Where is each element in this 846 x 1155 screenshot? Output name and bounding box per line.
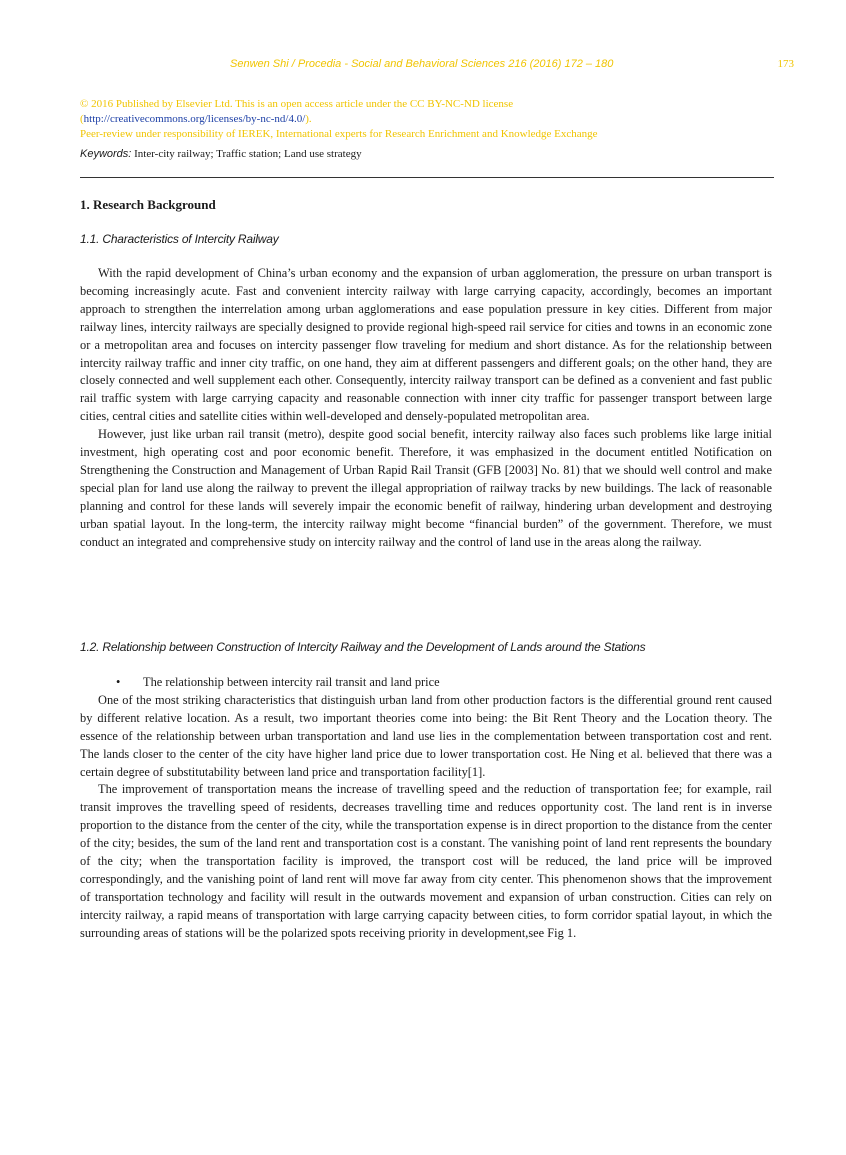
license-url-open: ( bbox=[80, 113, 84, 125]
license-url-link[interactable]: http://creativecommons.org/licenses/by-nc-nd/4.0/ bbox=[83, 113, 306, 125]
paragraph: The improvement of transportation means the increase of travelling speed and the reduction of transportation fee; for example, rail transit improves the travelling speed of residents, decreases travelling time and reduces opportunity cost. The land rent is in inverse proportion to the distance from the center of the city, while the transportation expense is in direct proportion to the distance from the center of the city; besides, the sum of the land rent and transportation cost is a constant. The vanishing point of land rent represents the boundary of the city; when the transportation facility is improved, the transport cost will be reduced, the land price will be improved correspondingly, and the vanishing point of land rent will move far away from city center. This phenomenon shows that the improvement of transportation technology and facility will result in the outwards movement and expansion of urban construction. Cities can rely on intercity railway, a rapid means of transportation with large carrying capacity between cities, to form corridor spatial layout, in which the surrounding areas of stations will be the polarized spots receiving priority in development,see Fig 1. bbox=[80, 782, 772, 940]
section-1-1-body bbox=[80, 265, 772, 552]
keywords-label: Keywords: bbox=[80, 148, 132, 160]
divider bbox=[80, 177, 774, 178]
license-notice bbox=[80, 97, 780, 142]
paragraph: However, just like urban rail transit (metro), despite good social benefit, intercity railway also faces such problems like large initial investment, high operating cost and poor economic benefit. Therefore, it was emphasized in the document entitled Notification on Strengthening the Construction and Management of Urban Rapid Rail Transit (GFB [2003] No. 81) that we should well control and make special plan for land use along the railway to prevent the illegal appropriation of railway tracks by new buildings. The lack of reasonable planning and control for these lands will severely impair the economic benefit of railway, hindering urban development and destroying urban spatial layout. In the long-term, the intercity railway might become “financial burden” of the government. Therefore, we must conduct an integrated and comprehensive study on intercity railway and the control of land use in the areas along the railway. bbox=[80, 427, 772, 549]
section-title: 1. Research Background bbox=[80, 197, 216, 212]
page-number: 173 bbox=[777, 58, 794, 70]
keywords-value: Inter-city railway; Traffic station; Land use strategy bbox=[131, 148, 362, 160]
section-1-2-body bbox=[80, 674, 772, 943]
running-header bbox=[0, 58, 846, 74]
paragraph: One of the most striking characteristics that distinguish urban land from other production factors is the differential ground rent caused by different relative location. As a result, two important theories come into being: the Bit Rent Theory and the Location theory. The essence of the relationship between urban transportation and land use lies in the complementation between transportation cost and rent. The lands closer to the center of the city have higher land price due to lower transportation cost. He Ning et al. believed that there was a certain degree of substitutability between land price and transportation facility[1]. bbox=[80, 692, 772, 779]
license-url-close: ). bbox=[305, 113, 312, 125]
bullet-dot-icon: • bbox=[116, 675, 121, 689]
peer-review-line: Peer-review under responsibility of IEREK, International experts for Research Enrichment and Knowledge Exchange bbox=[80, 128, 598, 140]
paragraph: With the rapid development of China’s urban economy and the expansion of urban agglomeration, the pressure on urban transport is becoming increasingly acute. Fast and convenient intercity railway with large carrying capacity, accordingly, becomes an important approach to strengthen the interrelation among urban agglomerations and ease population pressure in key cities. Different from major railway lines, intercity railways are specially designed to provide regional high-speed rail service for cities and towns in an economic zone or a metropolitan area and focuses on intercity passenger flow traveling for medium and short distance. As for the relationship between intercity railway traffic and inner city traffic, on one hand, they aim at different passengers and different goals; on the other hand, they are closely connected and well supplement each other. Consequently, intercity railway transport can be defined as a convenient and fast public rail traffic system with large carrying capacity and reasonable connection with inner city traffic for passenger transport between large cities, central cities and satellite cities within well-developed and densely-populated metropolitan area. bbox=[80, 266, 772, 424]
bullet-item bbox=[80, 674, 772, 692]
subsection-title-1-2: 1.2. Relationship between Construction of Intercity Railway and the Development of Lands around the Stations bbox=[80, 640, 646, 654]
bullet-text: The relationship between intercity rail transit and land price bbox=[143, 675, 440, 689]
license-line: © 2016 Published by Elsevier Ltd. This is an open access article under the CC BY-NC-ND license bbox=[80, 98, 514, 110]
subsection-title-1-1: 1.1. Characteristics of Intercity Railway bbox=[80, 232, 279, 246]
license-url-line bbox=[80, 112, 780, 127]
keywords bbox=[80, 148, 362, 160]
running-title: Senwen Shi / Procedia - Social and Behavioral Sciences 216 (2016) 172 – 180 bbox=[230, 58, 614, 70]
